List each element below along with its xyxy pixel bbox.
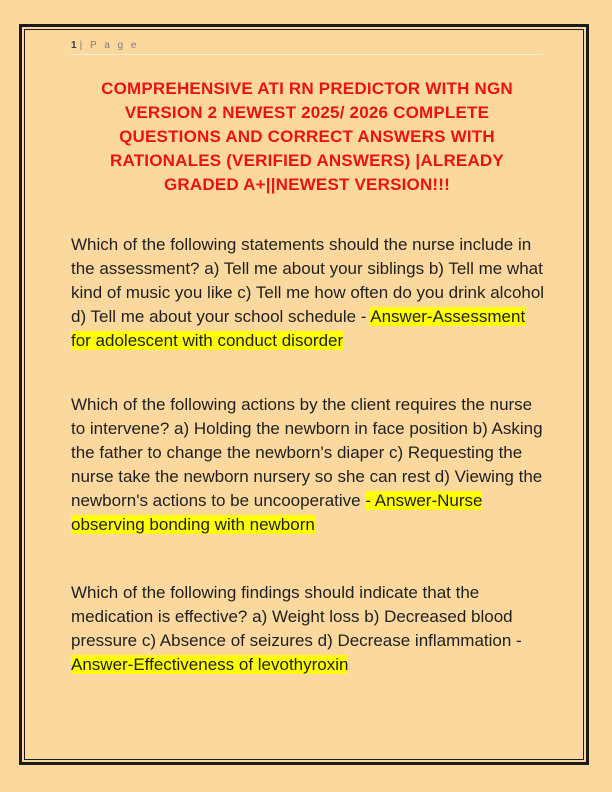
page-border-frame [19,24,589,765]
qa-paragraph [71,393,545,537]
title-line: RATIONALES (VERIFIED ANSWERS) |ALREADY [110,151,504,170]
page-label: | P a g e [79,40,139,51]
answer-highlight: Answer-Assessment for adolescent with conduct disorder [71,307,526,350]
title-line: VERSION 2 NEWEST 2025/ 2026 COMPLETE [124,103,490,122]
answer-highlight: - Answer-Nurse observing bonding with newborn [71,491,483,534]
page-number: 1 [71,40,77,51]
page-header [71,39,543,55]
question-text: Which of the following actions by the client requires the nurse to intervene? a) Holding the newborn in face position b) Asking the father to change the newborn's diaper c) Requesting the nurse take the newborn nursery so she can rest d) Viewing the newborn's actions to be uncooperative [71,395,543,510]
title-line: COMPREHENSIVE ATI RN PREDICTOR WITH NGN [101,79,513,98]
title-line: GRADED A+||NEWEST VERSION!!! [163,175,451,194]
question-text: Which of the following statements should the nurse include in the assessment? a) Tell me about your siblings b) Tell me what kind of music you like c) Tell me how often do you drink alcohol d) Tell me about your school schedule - [71,235,545,326]
page-content-area [24,29,584,760]
title-line: QUESTIONS AND CORRECT ANSWERS WITH [119,127,495,146]
qa-paragraph [71,233,545,353]
document-title [71,77,543,197]
answer-highlight: Answer-Effectiveness of levothyroxin [71,655,349,674]
question-text: Which of the following findings should indicate that the medication is effective? a) Weight loss b) Decreased blood pressure c) Absence of seizures d) Decrease inflammation - [71,583,522,650]
qa-paragraph [71,581,545,677]
